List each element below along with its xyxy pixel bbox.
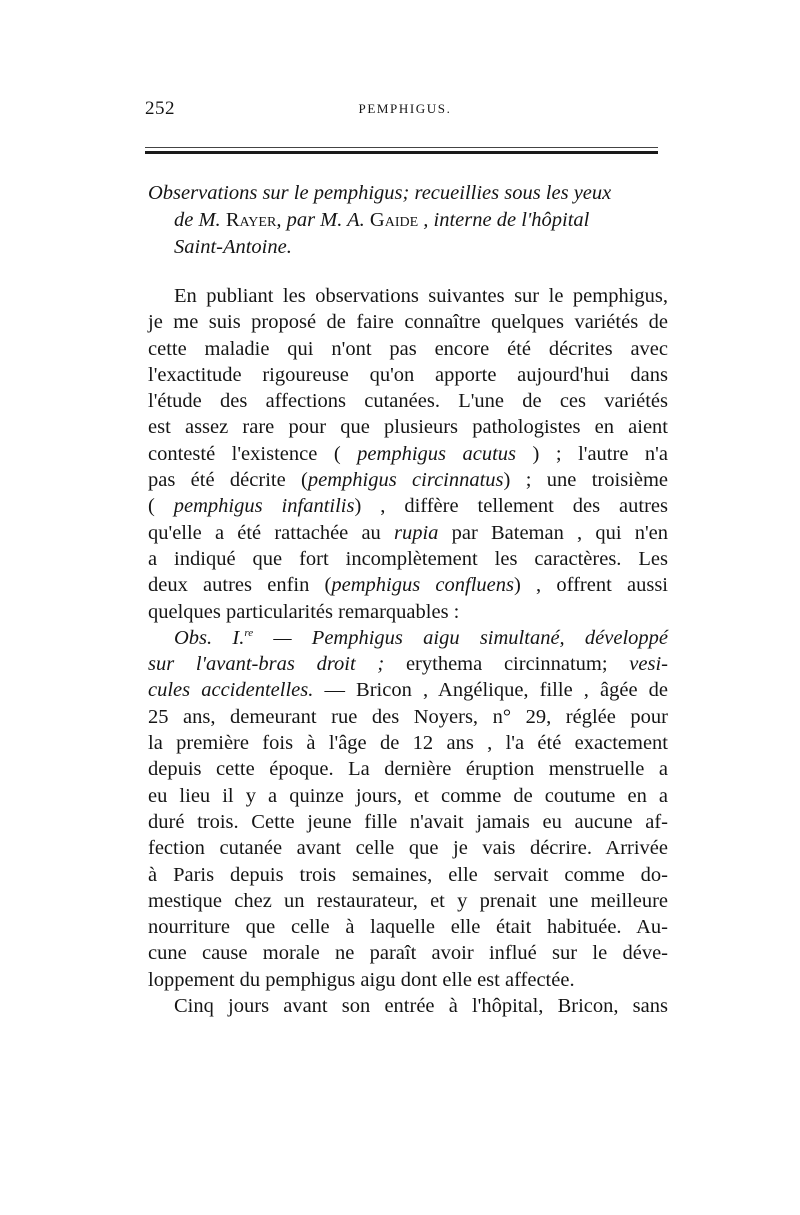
header-rule-thick — [145, 151, 658, 154]
author-name-gaide: Gaide — [369, 209, 419, 231]
italic-term: pemphigus infantilis — [173, 495, 355, 518]
italic-term: pemphigus confluens — [331, 574, 514, 597]
italic-term: rupia — [394, 521, 439, 544]
text-run: deux autres enfin ( — [148, 574, 332, 597]
text-line: à Paris depuis trois semaines, elle servait comme do- — [148, 863, 668, 886]
text-line — [148, 572, 668, 598]
title-text: de M. — [174, 209, 226, 231]
text-run: ) ; l'autre n'a — [516, 442, 668, 465]
text-run: qu'elle a été rattachée au — [148, 521, 394, 544]
superscript: re — [244, 627, 254, 640]
text-line: quelques particularités remarquables : — [148, 600, 460, 623]
text-line: fection cutanée avant celle que je vais décrire. Arrivée — [148, 837, 668, 860]
text-run: ) ; une troisième — [503, 469, 669, 492]
text-line: 25 ans, demeurant rue des Noyers, n° 29, réglée pour — [148, 705, 668, 728]
text-run: — Pemphigus aigu simultané, développé — [253, 626, 668, 649]
text-line: la première fois à l'âge de 12 ans , l'a été exactement — [148, 732, 668, 755]
text-run: Obs. I. — [174, 626, 245, 649]
running-head: PEMPHIGUS. — [358, 101, 452, 116]
text-run: contesté l'existence ( — [148, 442, 358, 465]
text-line: l'exactitude rigoureuse qu'on apporte aujourd'hui dans — [148, 363, 668, 386]
title-text: , par M. A. — [276, 209, 370, 231]
body-text — [148, 283, 668, 1019]
text-line — [148, 441, 668, 467]
text-run: ( — [148, 495, 174, 518]
text-line: depuis cette époque. La dernière éruption menstruelle a — [148, 758, 668, 781]
text-line — [148, 651, 668, 677]
text-run: erythema circinnatum; — [384, 653, 630, 676]
text-line: nourriture que celle à laquelle elle était habituée. Au- — [148, 916, 668, 939]
article-title — [148, 180, 668, 261]
text-line: loppement du pemphigus aigu dont elle est affectée. — [148, 968, 575, 991]
text-line — [148, 677, 668, 703]
text-run: par Bateman , qui n'en — [438, 521, 668, 544]
text-line: eu lieu il y a quinze jours, et comme de coutume en a — [148, 784, 668, 807]
italic-term: sur l'avant-bras droit ; — [148, 653, 385, 676]
text-line: cette maladie qui n'ont pas encore été décrites avec — [148, 337, 668, 360]
italic-term: pemphigus acutus — [357, 442, 517, 465]
title-line-1: Observations sur le pemphigus; recueillies sous les yeux — [148, 182, 612, 204]
title-line-2 — [148, 207, 668, 234]
text-line — [148, 520, 668, 546]
text-line: l'étude des affections cutanées. L'une de ces variétés — [148, 390, 668, 413]
italic-term: pemphigus circinnatus — [307, 469, 504, 492]
text-line: En publiant les observations suivantes sur le pemphigus, — [174, 285, 668, 307]
text-line: est assez rare pour que plusieurs pathologistes en aient — [148, 416, 668, 439]
text-run: pas été décrite ( — [148, 469, 308, 492]
text-line: Cinq jours avant son entrée à l'hôpital, Bricon, sans — [174, 995, 668, 1018]
text-run: — Bricon , Angélique, fille , âgée de — [313, 679, 668, 702]
text-run: ) , offrent aussi — [514, 574, 668, 597]
text-line: je me suis proposé de faire connaître quelques variétés de — [148, 311, 668, 334]
title-line-3: Saint-Antoine. — [174, 236, 292, 258]
italic-term: vesi- — [629, 653, 668, 676]
title-text: , interne de l'hôpital — [418, 209, 590, 231]
observation-heading — [148, 625, 668, 651]
header-rule-thin — [145, 147, 658, 148]
page-header — [145, 98, 665, 120]
text-run: ) , diffère tellement des autres — [354, 495, 668, 518]
text-line: a indiqué que fort incomplètement les caractères. Les — [148, 547, 668, 570]
author-name-rayer: Rayer — [225, 209, 277, 231]
text-line: cune cause morale ne paraît avoir influé sur le déve- — [148, 942, 668, 965]
text-line: duré trois. Cette jeune fille n'avait jamais eu aucune af- — [148, 810, 668, 833]
italic-term: cules accidentelles. — [148, 679, 314, 702]
text-line: mestique chez un restaurateur, et y prenait une meilleure — [148, 889, 668, 912]
text-line — [148, 467, 668, 493]
page-number: 252 — [145, 98, 175, 119]
text-line — [148, 493, 668, 519]
